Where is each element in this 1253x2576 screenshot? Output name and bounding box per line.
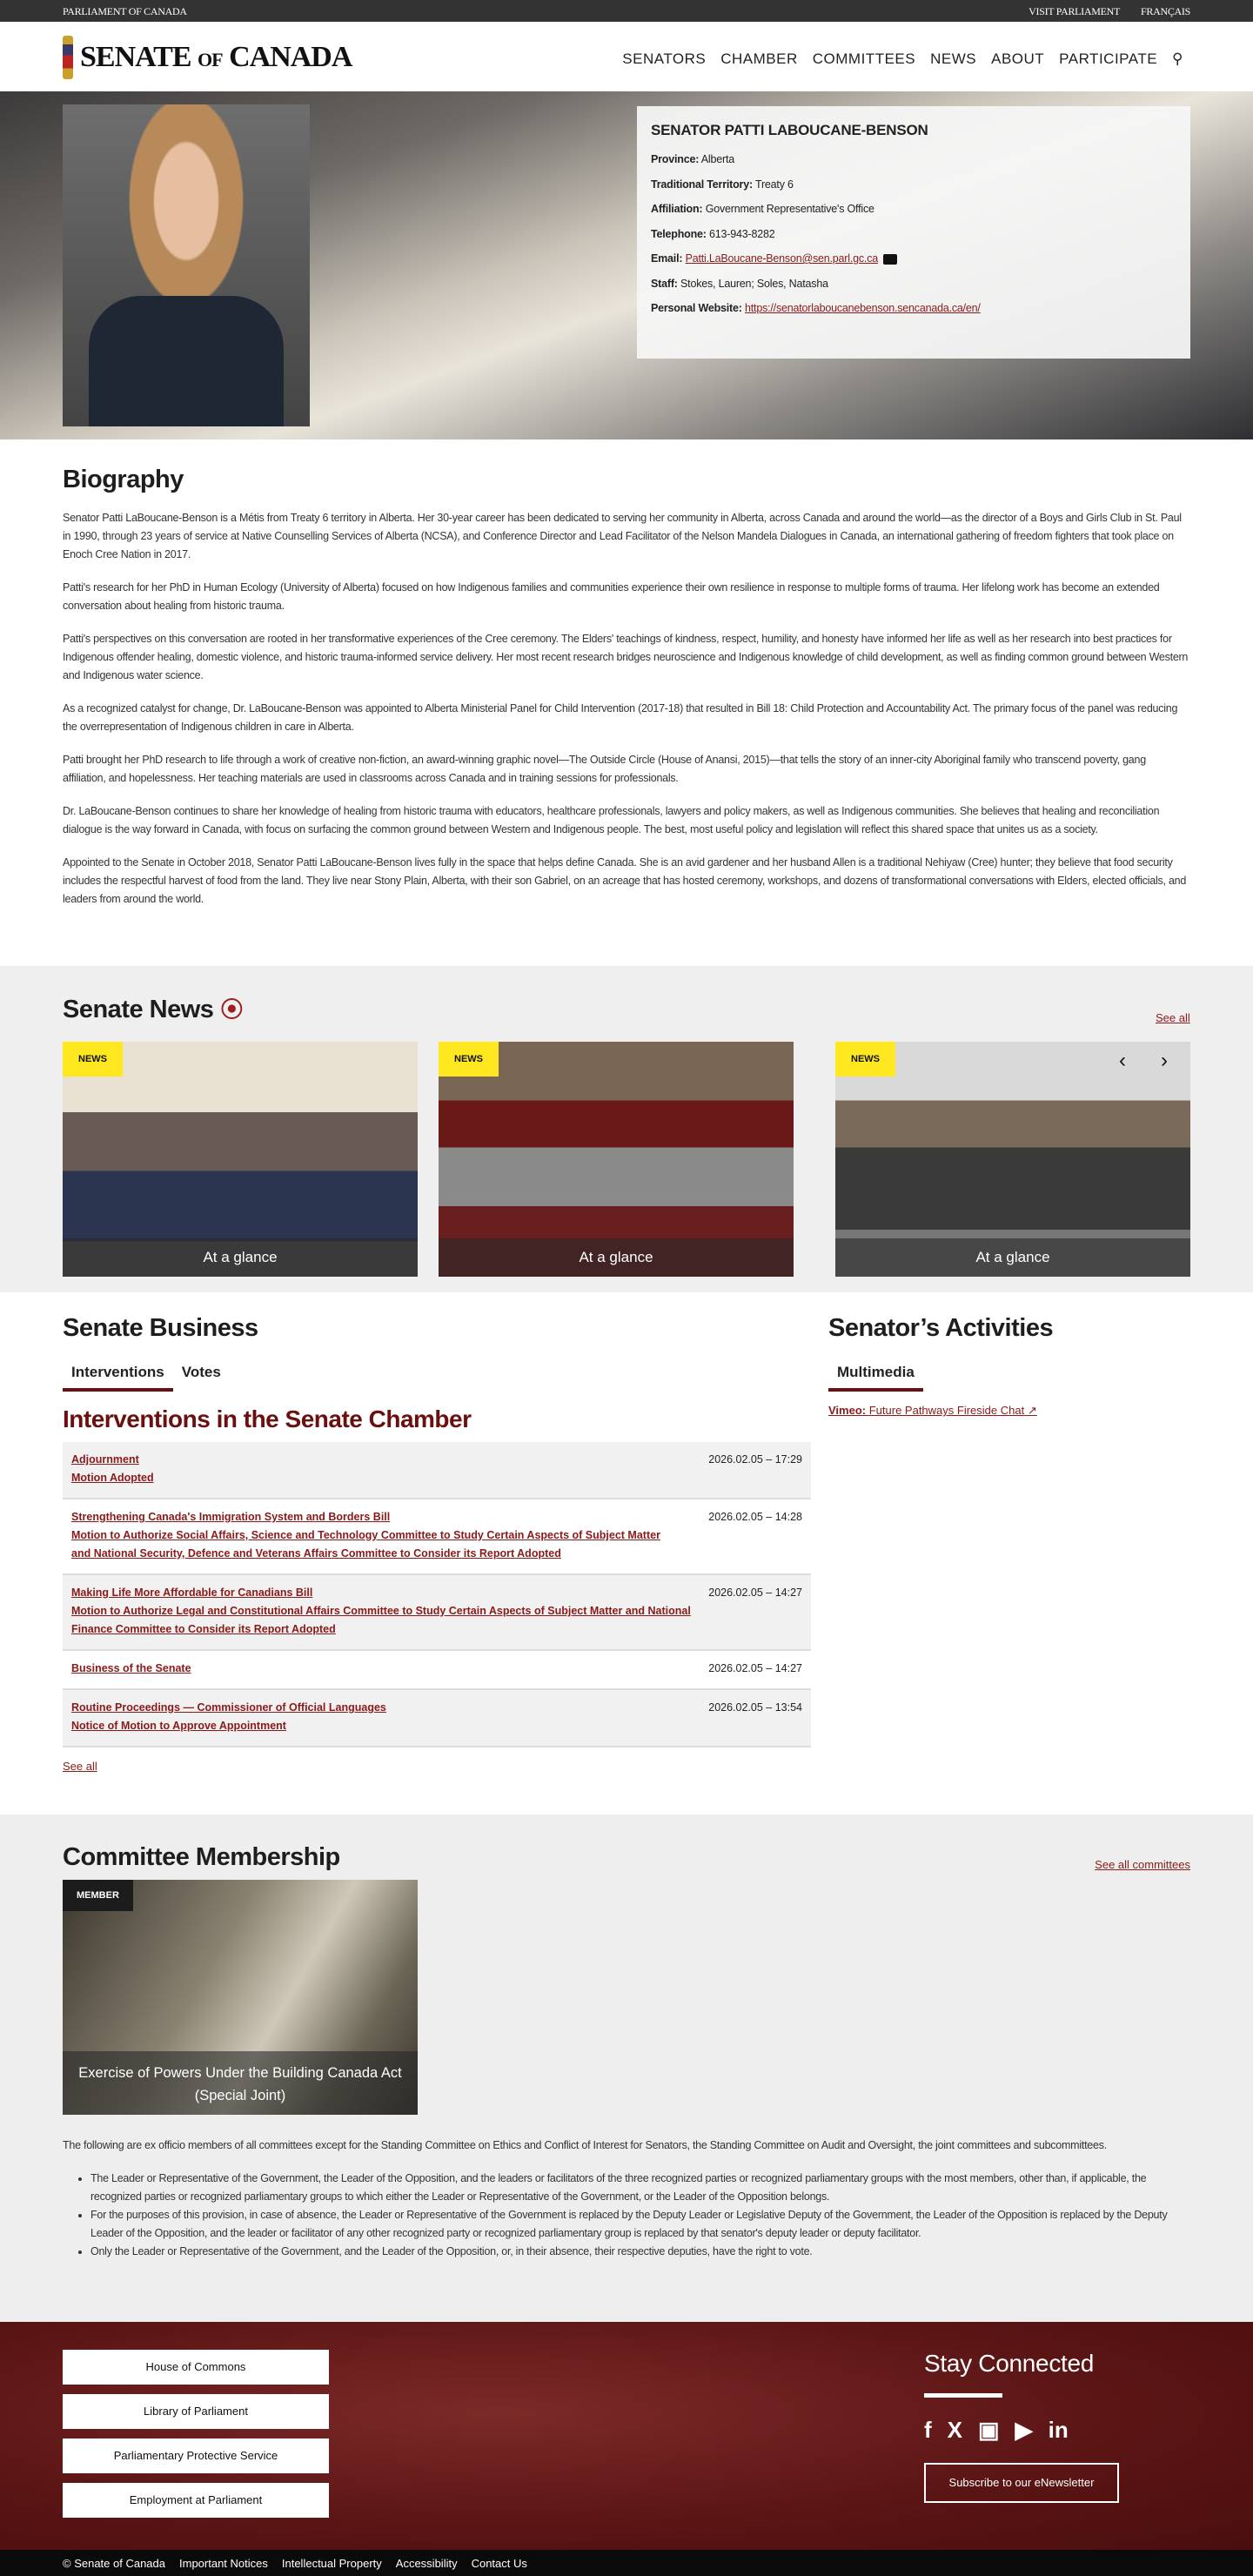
- stay-connected-heading: Stay Connected: [924, 2350, 1095, 2377]
- contact-us-link[interactable]: Contact Us: [471, 2557, 527, 2570]
- intervention-row: [63, 1651, 811, 1690]
- intervention-date: 2026.02.05 – 14:27: [708, 1662, 802, 1674]
- carousel-next-icon[interactable]: ›: [1161, 1049, 1168, 1072]
- x-icon[interactable]: X: [947, 2417, 963, 2443]
- main-nav: [622, 50, 1183, 68]
- employment-button[interactable]: Employment at Parliament: [63, 2483, 329, 2518]
- intervention-detail-link[interactable]: Motion Adopted: [71, 1472, 154, 1484]
- field-label: Personal Website:: [651, 302, 742, 314]
- news-tag: NEWS: [835, 1042, 895, 1077]
- intervention-date: 2026.02.05 – 13:54: [708, 1701, 802, 1714]
- rss-icon[interactable]: ⦿: [220, 996, 243, 1023]
- logo-text: CANADA: [229, 41, 352, 73]
- intervention-row: [63, 1442, 811, 1499]
- nav-chamber[interactable]: CHAMBER: [720, 50, 798, 67]
- senate-news-section: [0, 966, 1253, 1292]
- tab-votes[interactable]: Votes: [181, 1364, 221, 1380]
- news-heading: [63, 992, 243, 1024]
- website-row: [651, 302, 1176, 314]
- tab-interventions[interactable]: Interventions: [63, 1364, 173, 1392]
- library-of-parliament-button[interactable]: Library of Parliament: [63, 2394, 329, 2429]
- link-label: Vimeo:: [828, 1404, 867, 1417]
- bio-paragraph: Appointed to the Senate in October 2018, Senator Patti LaBoucane-Benson lives fully in the space that helps define Canada. She is an avid gardener and her husband Allen is a traditional Nehiyaw (Cree) hunter; they believe that food security includes the respectful harvest of food from the land. They live near Stony Plain, Alberta, with their son Gabriel, on an acreage that has hosted ceremony, workshops, and dozens of transformational conversations with Elders, elected officials, and leaders from around the world.: [63, 856, 1187, 905]
- interventions-table: [63, 1442, 811, 1748]
- youtube-icon[interactable]: ▶: [1015, 2417, 1033, 2443]
- affiliation-row: [651, 203, 1176, 215]
- intervention-detail-link[interactable]: Motion to Authorize Social Affairs, Science and Technology Committee to Study Certain Aspects of Subject Matter and National Security, Defence and Veterans Affairs Committee to Consider its Report Adopted: [71, 1529, 660, 1560]
- activity-item: [828, 1404, 1211, 1418]
- note-bullet: • Only the Leader or Representative of the Government, and the Leader of the Opposition, or, in their absence, their respective deputies, have the right to vote.: [90, 2243, 1190, 2261]
- visit-parliament-link[interactable]: VISIT PARLIAMENT: [1029, 5, 1121, 17]
- committee-card[interactable]: [63, 1880, 418, 2115]
- external-link-icon: ↗: [1027, 1404, 1037, 1417]
- news-tag: NEWS: [63, 1042, 123, 1077]
- bio-paragraph: Patti's perspectives on this conversation are rooted in her transformative experiences of the Cree ceremony. The Elders' teachings of kindness, respect, humility, and honesty have informed her life as well as her research into best practices for Indigenous offender healing, domestic violence, and historic trauma-informed service delivery. Her most recent research bridges neuroscience and Indigenous knowledge of child development, as well as finding common ground between Western and Indigenous water science.: [63, 633, 1189, 681]
- news-see-all-link[interactable]: See all: [1156, 1011, 1190, 1024]
- accessibility-link[interactable]: Accessibility: [395, 2557, 458, 2570]
- territory-row: [651, 178, 1176, 191]
- nav-senators[interactable]: SENATORS: [622, 50, 707, 67]
- subscribe-newsletter-button[interactable]: Subscribe to our eNewsletter: [924, 2463, 1119, 2503]
- committee-caption: Exercise of Powers Under the Building Canada Act (Special Joint): [63, 2051, 418, 2115]
- link-text: Future Pathways Fireside Chat: [868, 1404, 1025, 1417]
- news-caption: At a glance: [835, 1238, 1190, 1277]
- nav-committees[interactable]: COMMITTEES: [812, 50, 916, 67]
- field-label: Traditional Territory:: [651, 178, 753, 191]
- logo-text: SENATE: [80, 41, 191, 73]
- news-caption: At a glance: [63, 1238, 418, 1277]
- field-value: Alberta: [700, 153, 734, 165]
- interventions-see-all-link[interactable]: See all: [63, 1760, 97, 1773]
- contact-card-icon[interactable]: [883, 254, 897, 265]
- member-tag: MEMBER: [63, 1880, 133, 1911]
- tab-multimedia[interactable]: Multimedia: [828, 1364, 923, 1392]
- field-value: 613-943-8282: [709, 227, 775, 240]
- news-title: Senate News: [63, 996, 214, 1023]
- site-footer: [0, 2322, 1253, 2550]
- bio-paragraph: Dr. LaBoucane-Benson continues to share her knowledge of healing from historic trauma with educators, healthcare professionals, lawyers and policy makers, as well as Indigenous communities. She believes that healing and reconciliation dialogue is the way forward in Canada, with focus on surfacing the common ground between Western and Indigenous people. The best, most useful policy and legislation will reflect this shared space that unites us as a society.: [63, 805, 1160, 835]
- field-label: Telephone:: [651, 227, 707, 240]
- parliament-of-canada-link[interactable]: PARLIAMENT OF CANADA: [63, 5, 187, 17]
- intellectual-property-link[interactable]: Intellectual Property: [281, 2557, 382, 2570]
- carousel-prev-icon[interactable]: ‹: [1119, 1049, 1126, 1072]
- note-text: The following are ex officio members of all committees except for the Standing Committee on Ethics and Conflict of Interest for Senators, the Standing Committee on Audit and Oversight, the joint committees and subcommittees.: [63, 2139, 1107, 2151]
- search-icon[interactable]: ⚲: [1172, 50, 1183, 67]
- intervention-title-link[interactable]: Business of the Senate: [71, 1662, 191, 1674]
- intervention-title-link[interactable]: Strengthening Canada's Immigration System and Borders Bill: [71, 1511, 391, 1523]
- bio-paragraph: Patti brought her PhD research to life through a work of creative non-fiction, an award-winning graphic novel—The Outside Circle (House of Anansi, 2015)—that tells the story of an inner-city Aboriginal family who transcend poverty, gang affiliation, and hopelessness. Her teaching materials are used in classrooms across Canada and in training sessions for professionals.: [63, 754, 1146, 784]
- intervention-title-link[interactable]: Making Life More Affordable for Canadians Bill: [71, 1587, 313, 1599]
- see-all-committees-link[interactable]: See all committees: [1095, 1858, 1190, 1871]
- bio-paragraph: As a recognized catalyst for change, Dr. LaBoucane-Benson was appointed to Alberta Ministerial Panel for Child Intervention (2017-18) that resulted in Bill 18: Child Protection and Accountability Act. The primary focus of the panel was reducing the overrepresentation of Indigenous children in care in Alberta.: [63, 702, 1178, 733]
- intervention-date: 2026.02.05 – 14:28: [708, 1511, 802, 1523]
- senate-logo[interactable]: [63, 36, 352, 79]
- parliament-top-bar: [0, 0, 1253, 22]
- nav-participate[interactable]: PARTICIPATE: [1059, 50, 1158, 67]
- committee-heading: Committee Membership: [63, 1843, 340, 1871]
- biography-section: [63, 466, 1190, 909]
- intervention-row: [63, 1690, 811, 1748]
- bio-paragraph: Patti's research for her PhD in Human Ecology (University of Alberta) focused on how Indigenous families and communities experience their own resilience in response to multiple forms of trauma. Her lifelong work has become an extended conversation about healing from historic trauma.: [63, 581, 1160, 612]
- bottom-bar: [0, 2550, 1253, 2576]
- email-row: [651, 252, 1176, 265]
- logo-text: OF: [198, 49, 223, 70]
- activities-heading: Senator’s Activities: [828, 1314, 1054, 1342]
- field-value: Treaty 6: [754, 178, 794, 191]
- field-value: Government Representative's Office: [705, 203, 874, 215]
- house-of-commons-button[interactable]: House of Commons: [63, 2350, 329, 2385]
- site-header: [0, 22, 1253, 91]
- senator-hero: [0, 91, 1253, 439]
- business-heading: Senate Business: [63, 1314, 258, 1342]
- stay-connected: [924, 2350, 1119, 2503]
- news-card[interactable]: [63, 1042, 418, 1277]
- senator-portrait: [63, 104, 310, 426]
- news-tag: NEWS: [439, 1042, 499, 1077]
- intervention-row: [63, 1575, 811, 1651]
- note-bullet: • The Leader or Representative of the Government, the Leader of the Opposition, and the leaders or facilitators of the three recognized parties or recognized parliamentary groups with the most members, other than, if applicable, the recognized parties or recognized parliamentary groups to which either the Leader or Representative of the Government, or the Leader of the Opposition belongs.: [90, 2170, 1190, 2206]
- ex-officio-note: [63, 2137, 1190, 2261]
- intervention-row: [63, 1499, 811, 1575]
- news-card[interactable]: [835, 1042, 1190, 1277]
- field-label: Staff:: [651, 277, 678, 290]
- intervention-date: 2026.02.05 – 14:27: [708, 1587, 802, 1599]
- senate-business-section: [63, 1314, 1190, 1773]
- intervention-date: 2026.02.05 – 17:29: [708, 1453, 802, 1466]
- field-label: Email:: [651, 252, 683, 265]
- field-label: Affiliation:: [651, 203, 703, 215]
- copyright: © Senate of Canada: [63, 2557, 165, 2570]
- biography-heading: Biography: [63, 466, 184, 493]
- important-notices-link[interactable]: Important Notices: [179, 2557, 268, 2570]
- intervention-title-link[interactable]: Routine Proceedings — Commissioner of Official Languages: [71, 1701, 386, 1714]
- senator-info-card: [637, 106, 1190, 359]
- protective-service-button[interactable]: Parliamentary Protective Service: [63, 2438, 329, 2473]
- intervention-detail-link[interactable]: Notice of Motion to Approve Appointment: [71, 1720, 286, 1732]
- mace-icon: [63, 36, 73, 79]
- instagram-icon[interactable]: ▣: [978, 2417, 1000, 2443]
- intervention-title-link[interactable]: Adjournment: [71, 1453, 139, 1466]
- bio-paragraph: Senator Patti LaBoucane-Benson is a Métis from Treaty 6 territory in Alberta. Her 30-year career has been dedicated to serving her community in Alberta, across Canada and around the world—as the director of a Boys and Girls Club in St. Paul in 1990, through 23 years of service at Native Counselling Services of Alberta (NCSA), and Conference Director and Lead Facilitator of the Nelson Mandela Dialogues in Canada, an international gathering of freedom fighters that took place on Enoch Cree Nation in 2017.: [63, 512, 1182, 560]
- personal-website-link[interactable]: https://senatorlaboucanebenson.sencanada.ca/en/: [745, 302, 981, 314]
- nav-news[interactable]: NEWS: [930, 50, 977, 67]
- field-label: Province:: [651, 153, 700, 165]
- province-row: [651, 153, 1176, 165]
- facebook-icon[interactable]: f: [924, 2417, 932, 2443]
- intervention-detail-link[interactable]: Motion to Authorize Legal and Constitutional Affairs Committee to Study Certain Aspects of Subject Matter and National Finance Committee to Consider its Report Adopted: [71, 1605, 691, 1635]
- field-value: Stokes, Lauren; Soles, Natasha: [680, 277, 828, 290]
- vimeo-link[interactable]: [828, 1404, 1037, 1417]
- interventions-heading: Interventions in the Senate Chamber: [63, 1405, 472, 1432]
- staff-row: [651, 278, 1176, 290]
- divider: [924, 2393, 1002, 2398]
- interventions-list: [63, 1405, 811, 1774]
- news-caption: At a glance: [439, 1238, 794, 1277]
- note-bullet: • For the purposes of this provision, in case of absence, the Leader or Representative of the Government is replaced by the Deputy Leader or Legislative Deputy of the Government, the Leader of the Opposition is replaced by the Deputy Leader of the Opposition, and the leader or facilitator of any other recognized party or recognized parliamentary group is replaced by that senator's deputy leader or deputy facilitator.: [90, 2206, 1190, 2243]
- news-card[interactable]: [439, 1042, 794, 1277]
- linkedin-icon[interactable]: in: [1048, 2417, 1069, 2443]
- committee-membership-section: [0, 1815, 1253, 2322]
- email-link[interactable]: Patti.LaBoucane-Benson@sen.parl.gc.ca: [685, 252, 878, 265]
- senator-name: SENATOR PATTI LABOUCANE-BENSON: [651, 122, 928, 138]
- language-toggle-link[interactable]: FRANÇAIS: [1141, 5, 1190, 17]
- senator-activities: [828, 1314, 1211, 1418]
- nav-about[interactable]: ABOUT: [991, 50, 1045, 67]
- telephone-row: [651, 228, 1176, 240]
